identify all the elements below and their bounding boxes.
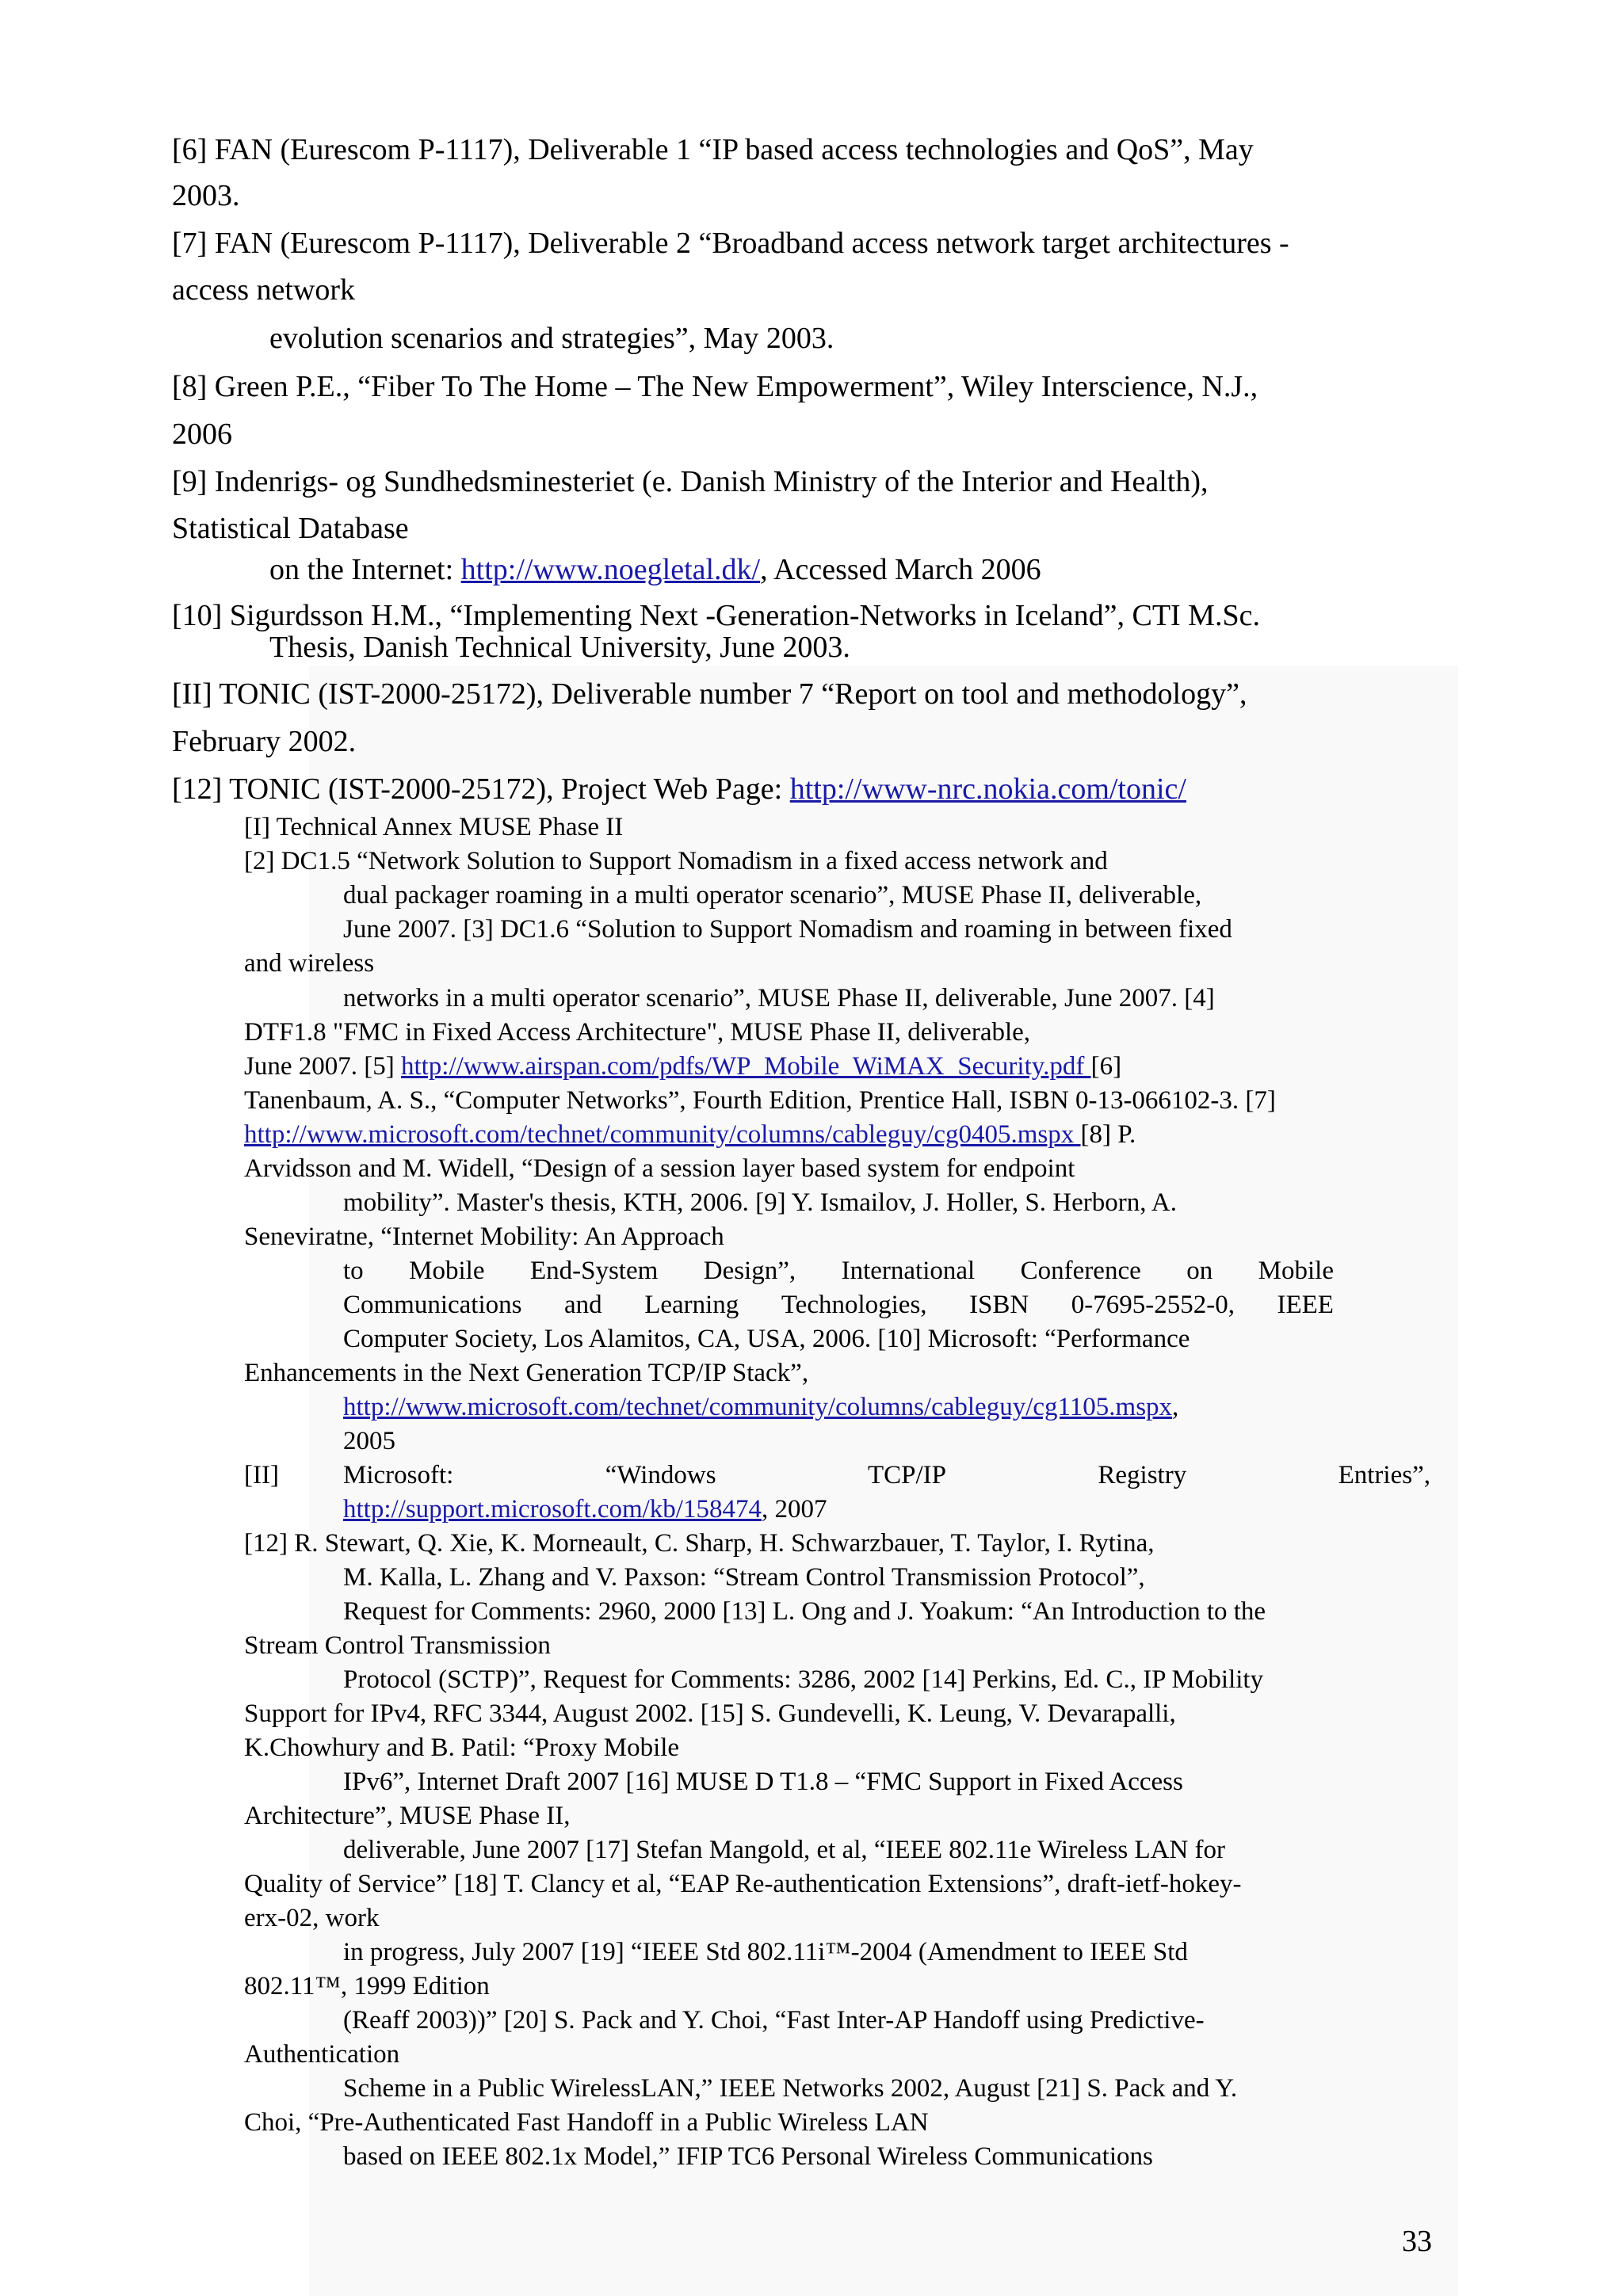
- justified-word: International: [841, 1257, 976, 1285]
- lower-line-08: [244, 1051, 1121, 1081]
- lower-line-25: Stream Control Transmission: [244, 1631, 551, 1660]
- lower-line-40: based on IEEE 802.1x Model,” IFIP TC6 Personal Wireless Communications: [343, 2142, 1153, 2171]
- lower-line-14: [343, 1256, 1334, 1286]
- lower-line-38: Scheme in a Public WirelessLAN,” IEEE Networks 2002, August [21] S. Pack and Y.: [343, 2074, 1238, 2103]
- ref-12-text: [12] TONIC (IST-2000-25172), Project Web Page:: [172, 772, 790, 806]
- lower-line-34: in progress, July 2007 [19] “IEEE Std 802.11i™-2004 (Amendment to IEEE Std: [343, 1938, 1188, 1966]
- ref-9-line-1: [9] Indenrigs- og Sundhedsminesteriet (e. Danish Ministry of the Interior and Health),: [172, 465, 1209, 498]
- page-number: 33: [1402, 2225, 1432, 2258]
- lower-line-28: K.Chowhury and B. Patil: “Proxy Mobile: [244, 1733, 680, 1762]
- justified-word: on: [1186, 1257, 1213, 1285]
- justified-word: Microsoft:: [343, 1461, 454, 1489]
- lower-line-26: Protocol (SCTP)”, Request for Comments: 3286, 2002 [14] Perkins, Ed. C., IP Mobility: [343, 1665, 1264, 1694]
- lower-line-18-post: ,: [1172, 1393, 1179, 1421]
- justified-word: IEEE: [1277, 1291, 1334, 1319]
- lower-line-11: Arvidsson and M. Widell, “Design of a session layer based system for endpoint: [244, 1154, 1075, 1183]
- ref-9-line-2: Statistical Database: [172, 512, 409, 545]
- lower-line-08-pre: June 2007. [5]: [244, 1052, 401, 1081]
- lower-line-10: [244, 1119, 1136, 1150]
- lower-line-29: IPv6”, Internet Draft 2007 [16] MUSE D T1.8 – “FMC Support in Fixed Access: [343, 1768, 1183, 1796]
- lower-line-19: 2005: [343, 1427, 395, 1455]
- lower-line-09: Tanenbaum, A. S., “Computer Networks”, Fourth Edition, Prentice Hall, ISBN 0-13-066102-3. [7]: [244, 1086, 1276, 1115]
- justified-word: to: [343, 1257, 364, 1285]
- ref-6-line-1: [6] FAN (Eurescom P-1117), Deliverable 1 “IP based access technologies and QoS”, May: [172, 133, 1254, 166]
- lower-line-22: [12] R. Stewart, Q. Xie, K. Morneault, C. Sharp, H. Schwarzbauer, T. Taylor, I. Rytina,: [244, 1529, 1155, 1558]
- lower-line-20: [343, 1460, 1430, 1490]
- justified-word: Learning: [644, 1291, 739, 1319]
- lower-line-30: Architecture”, MUSE Phase II,: [244, 1802, 571, 1830]
- justified-word: Design”,: [703, 1257, 796, 1285]
- lower-line-05: and wireless: [244, 949, 375, 978]
- lower-line-02: [2] DC1.5 “Network Solution to Support Nomadism in a fixed access network and: [244, 847, 1108, 875]
- lower-line-32: Quality of Service” [18] T. Clancy et al, “EAP Re-authentication Extensions”, draft-ietf-hokey-: [244, 1870, 1242, 1898]
- lower-line-21-post: , 2007: [761, 1495, 827, 1524]
- lower-line-31: deliverable, June 2007 [17] Stefan Mangold, et al, “IEEE 802.11e Wireless LAN for: [343, 1836, 1226, 1864]
- lower-line-01: [I] Technical Annex MUSE Phase II: [244, 813, 624, 841]
- lower-line-18: [343, 1392, 1178, 1422]
- cableguy-cg1105-link[interactable]: http://www.microsoft.com/technet/community/columns/cableguy/cg1105.mspx: [343, 1393, 1173, 1421]
- lower-line-39: Choi, “Pre-Authenticated Fast Handoff in a Public Wireless LAN: [244, 2108, 929, 2137]
- justified-word: End-System: [529, 1257, 659, 1285]
- lower-line-03: dual packager roaming in a multi operator scenario”, MUSE Phase II, deliverable,: [343, 881, 1202, 910]
- ref-7-line-3: evolution scenarios and strategies”, May 2003.: [269, 322, 834, 355]
- cableguy-cg0405-link[interactable]: http://www.microsoft.com/technet/community/columns/cableguy/cg0405.mspx: [244, 1120, 1081, 1149]
- lower-line-36: (Reaff 2003))” [20] S. Pack and Y. Choi, “Fast Inter-AP Handoff using Predictive-: [343, 2006, 1205, 2035]
- lower-line-08-post: [6]: [1090, 1052, 1122, 1081]
- airspan-link[interactable]: http://www.airspan.com/pdfs/WP_Mobile_WiMAX_Security.pdf: [400, 1052, 1091, 1081]
- ref-9-text-pre: on the Internet:: [269, 553, 461, 586]
- lower-line-04: June 2007. [3] DC1.6 “Solution to Support Nomadism and roaming in between fixed: [343, 915, 1232, 944]
- ref-11-line-1: [II] TONIC (IST-2000-25172), Deliverable number 7 “Report on tool and methodology”,: [172, 677, 1247, 711]
- justified-word: Communications: [343, 1291, 522, 1319]
- justified-word: Mobile: [1258, 1257, 1334, 1285]
- justified-word: ISBN: [969, 1291, 1029, 1319]
- lower-line-27: Support for IPv4, RFC 3344, August 2002. [15] S. Gundevelli, K. Leung, V. Devarapalli,: [244, 1699, 1176, 1728]
- ref-7-line-1: [7] FAN (Eurescom P-1117), Deliverable 2 “Broadband access network target architectures -: [172, 227, 1289, 260]
- lower-line-07: DTF1.8 "FMC in Fixed Access Architecture", MUSE Phase II, deliverable,: [244, 1018, 1031, 1047]
- justified-word: 0-7695-2552-0,: [1071, 1291, 1235, 1319]
- ref-10-line-2: Thesis, Danish Technical University, June 2003.: [269, 631, 850, 664]
- lower-line-20-number: [II]: [244, 1461, 279, 1489]
- lower-line-12: mobility”. Master's thesis, KTH, 2006. [9] Y. Ismailov, J. Holler, S. Herborn, A.: [343, 1188, 1177, 1217]
- ref-9-line-3: [269, 553, 1041, 586]
- ref-8-line-1: [8] Green P.E., “Fiber To The Home – The New Empowerment”, Wiley Interscience, N.J.,: [172, 370, 1258, 403]
- ref-7-line-2: access network: [172, 273, 356, 307]
- tonic-link[interactable]: http://www-nrc.nokia.com/tonic/: [789, 772, 1186, 806]
- lower-line-16: Computer Society, Los Alamitos, CA, USA, 2006. [10] Microsoft: “Performance: [343, 1325, 1190, 1353]
- ref-12-line: [172, 772, 1186, 806]
- justified-word: Technologies,: [781, 1291, 927, 1319]
- lower-line-10-post: [8] P.: [1080, 1120, 1136, 1149]
- lower-line-06: networks in a multi operator scenario”, MUSE Phase II, deliverable, June 2007. [4]: [343, 984, 1215, 1013]
- support-microsoft-link[interactable]: http://support.microsoft.com/kb/158474: [343, 1495, 762, 1524]
- lower-line-24: Request for Comments: 2960, 2000 [13] L. Ong and J. Yoakum: “An Introduction to the: [343, 1597, 1266, 1626]
- justified-word: Registry: [1098, 1461, 1187, 1489]
- lower-line-37: Authentication: [244, 2040, 400, 2069]
- justified-word: TCP/IP: [867, 1461, 946, 1489]
- lower-line-23: M. Kalla, L. Zhang and V. Paxson: “Stream Control Transmission Protocol”,: [343, 1563, 1145, 1592]
- lower-line-33: erx-02, work: [244, 1904, 380, 1932]
- justified-word: Conference: [1020, 1257, 1141, 1285]
- justified-word: “Windows: [605, 1461, 716, 1489]
- lower-line-21: [343, 1494, 827, 1524]
- ref-8-line-2: 2006: [172, 418, 232, 451]
- lower-line-13: Seneviratne, “Internet Mobility: An Approach: [244, 1222, 724, 1251]
- ref-10-line-1: [10] Sigurdsson H.M., “Implementing Next -Generation-Networks in Iceland”, CTI M.Sc.: [172, 599, 1260, 632]
- noegletal-link[interactable]: http://www.noegletal.dk/: [460, 553, 761, 586]
- ref-11-line-2: February 2002.: [172, 725, 357, 758]
- lower-line-35: 802.11™, 1999 Edition: [244, 1972, 490, 2000]
- ref-9-text-post: , Accessed March 2006: [760, 553, 1041, 586]
- lower-line-17: Enhancements in the Next Generation TCP/IP Stack”,: [244, 1359, 809, 1387]
- justified-word: Mobile: [409, 1257, 485, 1285]
- ref-6-line-2: 2003.: [172, 179, 240, 212]
- justified-word: Entries”,: [1338, 1461, 1430, 1489]
- lower-line-15: [343, 1290, 1334, 1320]
- justified-word: and: [564, 1291, 602, 1319]
